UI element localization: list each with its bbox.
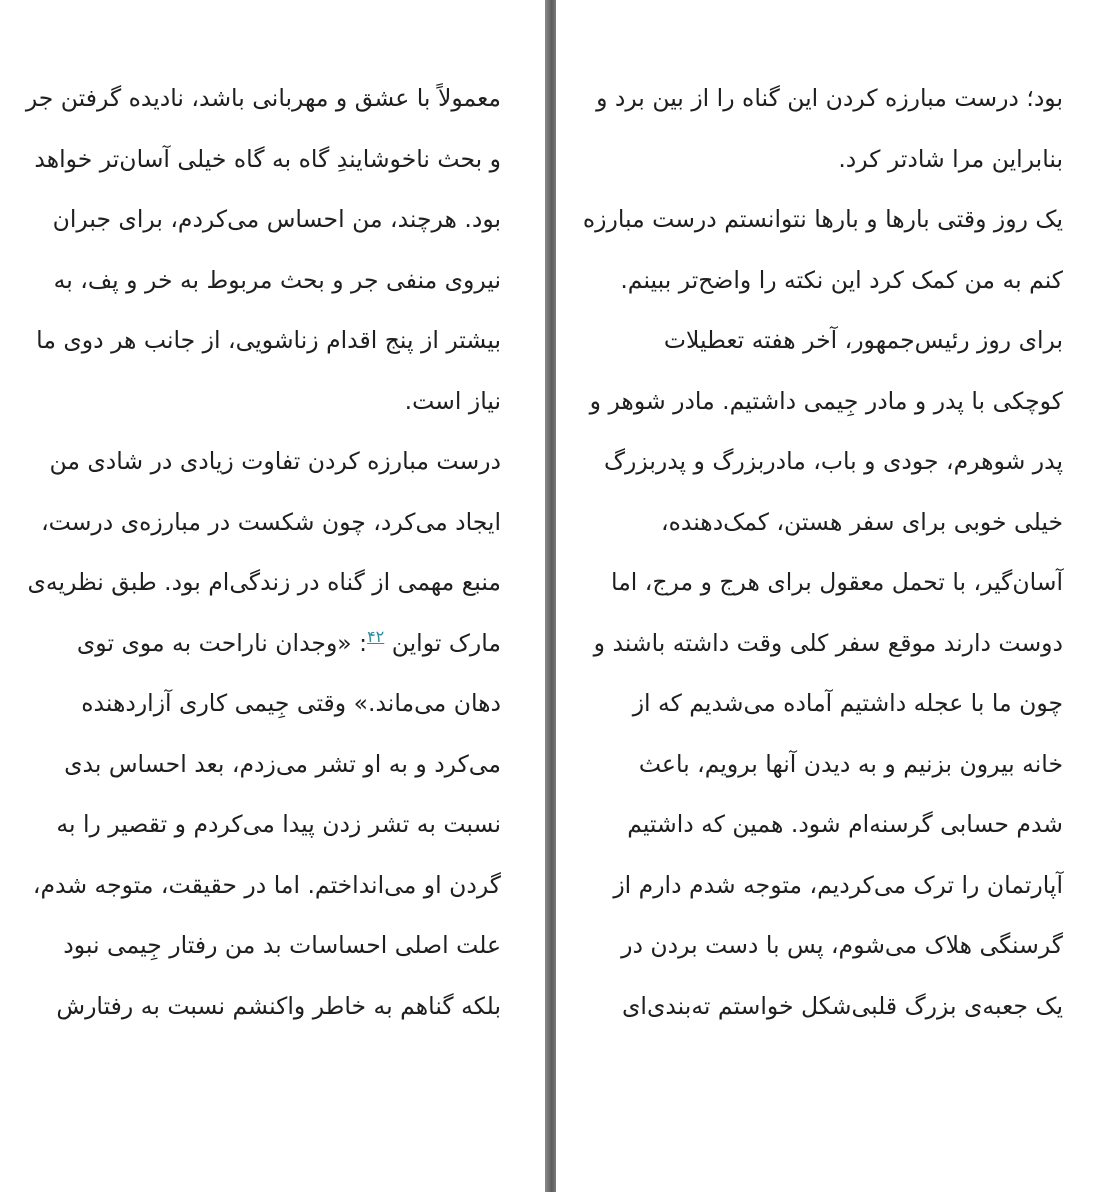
text-line: یک جعبه‌ی بزرگ قلبی‌شکل خواستم ته‌بندی‌ای (622, 991, 1063, 1020)
right-text-column (583, 68, 1063, 1036)
text-line: نسبت به تشر زدن پیدا می‌کردم و تقصیر را به (56, 810, 501, 838)
right-page (556, 0, 1105, 1192)
text-line: خانه بیرون بزنیم و به دیدن آنها برویم، باعث (638, 749, 1063, 778)
text-line: آپارتمان را ترک می‌کردیم، متوجه شدم دارم از (613, 870, 1063, 899)
text-line: کوچکی با پدر و مادر جِیمی داشتیم. مادر شوهر و (589, 386, 1063, 415)
footnote-line (31, 613, 501, 674)
text-line: بنابراین مرا شادتر کرد. (838, 144, 1063, 173)
text-line: دهان می‌ماند.» وقتی جِیمی کاری آزاردهنده (81, 689, 501, 717)
text-line: نیروی منفی جر و بحث مربوط به خر و پف، به (53, 265, 501, 294)
text-line: می‌کرد و به او تشر می‌زدم، بعد احساس بدی (64, 749, 501, 778)
text-line: نیاز است. (404, 386, 501, 415)
text-line: آسان‌گیر، با تحمل معقول برای هرج و مرج، اما (611, 568, 1063, 596)
text-line: شدم حسابی گرسنه‌ام شود. همین که داشتیم (627, 810, 1063, 838)
text-line: بلکه گناهم به خاطر واکنشم نسبت به رفتارش (56, 991, 501, 1020)
text-line: بود. هرچند، من احساس می‌کردم، برای جبران (52, 205, 501, 233)
text-line: منبع مهمی از گناه در زندگی‌ام بود. طبق نظریه‌ی (27, 568, 501, 596)
text-line: دوست دارند موقع سفر کلی وقت داشته باشند و (593, 628, 1063, 657)
text-line: ایجاد می‌کرد، چون شکست در مبارزه‌ی درست، (41, 507, 501, 536)
footnote-link[interactable]: ۴۲ (367, 626, 385, 646)
text-line: یک روز وقتی بارها و بارها نتوانستم درست مبارزه (582, 205, 1063, 233)
text-line: گردن او می‌انداختم. اما در حقیقت، متوجه شدم، (32, 870, 501, 899)
text-line: کنم به من کمک کرد این نکته را واضح‌تر ببینم. (620, 265, 1063, 294)
text-fragment: : «وجدان ناراحت به موی توی (76, 628, 368, 657)
text-line: برای روز رئیس‌جمهور، آخر هفته تعطیلات (663, 326, 1063, 354)
page-gutter-divider (545, 0, 556, 1192)
text-line: معمولاً با عشق و مهربانی باشد، نادیده گرفتن جر (25, 84, 501, 112)
left-page (0, 0, 545, 1192)
text-line: درست مبارزه کردن تفاوت زیادی در شادی من (49, 447, 501, 475)
text-line: و بحث ناخوشایندِ گاه به گاه خیلی آسان‌تر خواهد (34, 144, 501, 173)
text-line: چون ما با عجله داشتیم آماده می‌شدیم که از (632, 689, 1063, 717)
text-line: بود؛ درست مبارزه کردن این گناه را از بین برد و (596, 84, 1063, 112)
left-text-column (25, 68, 501, 1036)
text-line: پدر شوهرم، جودی و باب، مادربزرگ و پدربزرگ (603, 447, 1063, 475)
text-line: علت اصلی احساسات بد من رفتار جِیمی نبود (63, 931, 501, 959)
text-line: خیلی خوبی برای سفر هستن، کمک‌دهنده، (660, 507, 1063, 536)
text-line: بیشتر از پنج اقدام زناشویی، از جانب هر دوی ما (36, 326, 501, 354)
text-fragment: مارک تواین (391, 628, 501, 657)
text-line: گرسنگی هلاک می‌شوم، پس با دست بردن در (621, 931, 1063, 959)
